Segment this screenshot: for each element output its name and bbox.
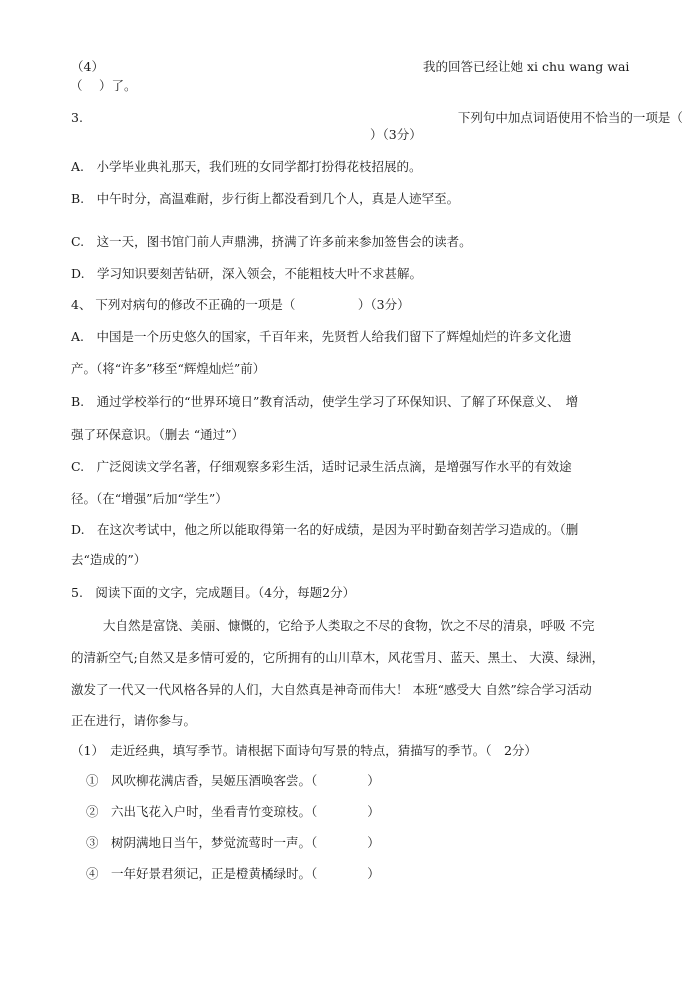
question-3-option-a: A. 小学毕业典礼那天，我们班的女同学都打扮得花枝招展的。: [71, 159, 422, 174]
question-4-option-b-cont: 强了环保意识。（删去 “通过”）: [71, 427, 245, 442]
question-4-option-c: C. 广泛阅读文学名著，仔细观察多彩生活，适时记录生活点滴，是增强写作水平的有效途: [71, 459, 572, 474]
poem-item-3: ③ 树阴满地日当午，梦觉流莺时一声。（ ）: [86, 835, 380, 850]
poem-item-2: ② 六出飞花入户时，坐看青竹变琼枝。（ ）: [86, 804, 380, 819]
question-4-option-a: A. 中国是一个历史悠久的国家，千百年来，先贤哲人给我们留下了辉煌灿烂的许多文化遗: [71, 329, 572, 344]
passage-line-3: 激发了一代又一代风格各异的人们，大自然真是神奇而伟大！ 本班“感受大 自然”综合学习活动: [71, 682, 592, 697]
question-4-option-d: D. 在这次考试中，他之所以能取得第一名的好成绩，是因为平时勤奋刻苦学习造成的。（删: [71, 522, 579, 537]
question-4-option-a-cont: 产。（将“许多”移至“辉煌灿烂”前）: [71, 361, 266, 376]
passage-line-2: 的清新空气;自然又是多情可爱的，它所拥有的山川草木，风花雪月、蓝天、黑土、 大漠、绿洲，: [71, 650, 605, 665]
question-3-option-b: B. 中午时分，高温难耐，步行街上都没看到几个人，真是人迹罕至。: [71, 191, 460, 206]
question-3-option-c: C. 这一天，图书馆门前人声鼎沸，挤满了许多前来参加签售会的读者。: [71, 234, 472, 249]
subquestion-1-prompt: （1） 走近经典，填写季节。请根据下面诗句写景的特点，猜描写的季节。（ 2分）: [71, 743, 537, 758]
passage-line-4: 正在进行，请你参与。: [71, 713, 197, 728]
question-5-prompt: 5. 阅读下面的文字，完成题目。（4分，每题2分）: [71, 585, 356, 600]
question-3-prompt: 3. 下列句中加点词语使用不恰当的一项是（: [71, 110, 683, 125]
poem-item-4: ④ 一年好景君须记，正是橙黄橘绿时。（ ）: [86, 866, 380, 881]
subquestion-number: （4）: [71, 59, 104, 74]
question-3-score: ）（3分）: [370, 127, 422, 142]
answer-blank: （ ）了。: [70, 78, 137, 93]
question-4-prompt: 4、 下列对病句的修改不正确的一项是（ ）（3分）: [71, 297, 410, 312]
poem-item-1: ① 风吹柳花满店香，吴姬压酒唤客尝。（ ）: [86, 773, 380, 788]
subquestion-prompt: 我的回答已经让她 xi chu wang wai: [423, 59, 630, 74]
question-3-option-d: D. 学习知识要刻苦钻研，深入领会，不能粗枝大叶不求甚解。: [71, 266, 423, 281]
question-4-option-b: B. 通过学校举行的“世界环境日”教育活动，使学生学习了环保知识、了解了环保意义、 增: [71, 394, 579, 409]
question-4-option-c-cont: 径。（在“增强”后加“学生”）: [71, 491, 228, 506]
question-4-option-d-cont: 去“造成的”）: [71, 552, 147, 567]
passage-line-1: 大自然是富饶、美丽、慷慨的，它给予人类取之不尽的食物，饮之不尽的清泉，呼吸 不完: [103, 618, 595, 633]
